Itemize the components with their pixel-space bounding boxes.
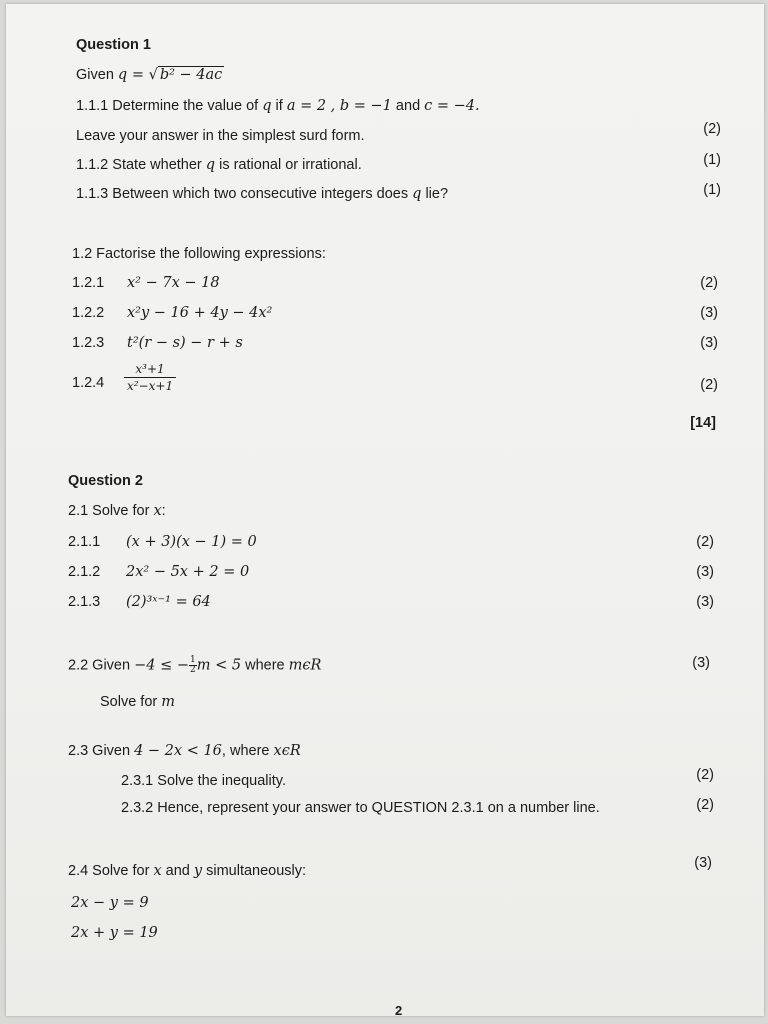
q111-var: q: [262, 98, 272, 114]
q24-equation-2: 2x + y = 19: [71, 925, 158, 941]
q122-number: 1.2.2: [72, 305, 105, 321]
q24-and: and: [161, 863, 194, 879]
q22-left: −4 ≤ −: [134, 657, 189, 674]
q111-values: a = 2 , b = −1: [286, 98, 392, 114]
q24-tail: simultaneously:: [202, 863, 307, 879]
q112-marks: (1): [703, 152, 721, 168]
q21-heading-text: 2.1 Solve for: [68, 503, 154, 519]
q22-fraction-num: 1: [190, 655, 196, 665]
q232-marks: (2): [696, 797, 714, 813]
given-q-line: [76, 66, 224, 84]
q24-line: [68, 862, 306, 880]
q22-line: [68, 656, 321, 675]
q111-text: 1.1.1 Determine the value of: [76, 98, 263, 114]
q212-number: 2.1.2: [68, 564, 101, 580]
q124-numerator: x³+1: [124, 362, 176, 378]
q123-expression: t²(r − s) − r + s: [127, 335, 243, 351]
q111-cond: if: [271, 98, 287, 114]
q211-marks: (2): [696, 534, 714, 550]
q22-fraction-den: 2: [190, 665, 196, 675]
given-prefix: Given: [76, 67, 118, 83]
q112-tail: is rational or irrational.: [215, 157, 362, 173]
q23-where: , where: [221, 743, 274, 759]
q113-marks: (1): [703, 182, 721, 198]
q23-expression: 4 − 2x < 16: [134, 743, 222, 759]
q24-x: x: [153, 863, 162, 879]
q22-prefix: 2.2 Given: [68, 657, 135, 674]
q112-text: 1.1.2 State whether: [76, 157, 206, 173]
q111-line: [76, 97, 480, 115]
q213-marks: (3): [696, 594, 714, 610]
q22-solve-text: Solve for: [100, 694, 162, 710]
q124-denominator: x²−x+1: [127, 379, 174, 393]
q24-y: y: [193, 863, 203, 879]
q121-marks: (2): [700, 275, 718, 291]
exam-page: [6, 4, 764, 1016]
given-expr-lhs: q = √: [117, 67, 158, 83]
given-expr-radicand: b² − 4ac: [159, 67, 223, 83]
q113-tail: lie?: [421, 186, 449, 202]
q213-number: 2.1.3: [68, 594, 101, 610]
q112-var: q: [205, 157, 216, 173]
q22-solve-var: m: [161, 694, 175, 710]
q22-where: where: [241, 657, 289, 674]
q23-set: xϵR: [273, 743, 301, 759]
q22-marks: (3): [692, 655, 710, 671]
q112-line: [76, 156, 362, 174]
q122-marks: (3): [700, 305, 718, 321]
q22-solve-line: [100, 693, 175, 711]
q24-equation-1: 2x − y = 9: [71, 895, 149, 911]
q111-c-value: c = −4.: [424, 98, 480, 114]
q23-prefix: 2.3 Given: [68, 743, 135, 759]
q124-marks: (2): [700, 377, 718, 393]
q122-expression: x²y − 16 + 4y − 4x²: [127, 305, 273, 321]
q22-right: m < 5: [196, 657, 242, 674]
q123-marks: (3): [700, 335, 718, 351]
page-number: 2: [395, 1003, 403, 1018]
q231-marks: (2): [696, 767, 714, 783]
q211-expression: (x + 3)(x − 1) = 0: [126, 534, 257, 550]
q1-total-marks: [14]: [690, 415, 716, 431]
q212-marks: (3): [696, 564, 714, 580]
q111-marks: (2): [703, 121, 721, 137]
q113-text: 1.1.3 Between which two consecutive integers does: [76, 186, 413, 202]
q24-prefix: 2.4 Solve for: [68, 863, 154, 879]
q231-line: 2.3.1 Solve the inequality.: [121, 773, 286, 789]
q113-line: [76, 185, 448, 203]
q111-line2: Leave your answer in the simplest surd form.: [76, 128, 365, 144]
question-1-heading: Question 1: [76, 37, 151, 53]
q232-line: 2.3.2 Hence, represent your answer to QUESTION 2.3.1 on a number line.: [121, 800, 600, 816]
q111-and: and: [391, 98, 425, 114]
q113-var: q: [412, 186, 422, 202]
q121-number: 1.2.1: [72, 275, 105, 291]
q124-number: 1.2.4: [72, 375, 105, 391]
q22-fraction: [189, 656, 197, 675]
q211-number: 2.1.1: [68, 534, 101, 550]
q123-number: 1.2.3: [72, 335, 105, 351]
q24-marks: (3): [694, 855, 712, 871]
q21-colon: :: [161, 503, 166, 519]
q23-line: [68, 742, 301, 760]
q21-var: x: [153, 503, 162, 519]
q213-expression: (2)³ˣ⁻¹ = 64: [126, 594, 211, 610]
question-2-heading: Question 2: [68, 473, 143, 489]
q121-expression: x² − 7x − 18: [127, 275, 220, 291]
q21-heading: [68, 502, 166, 520]
q12-heading: 1.2 Factorise the following expressions:: [72, 246, 326, 262]
q22-set: mϵR: [288, 657, 322, 674]
q212-expression: 2x² − 5x + 2 = 0: [126, 564, 250, 580]
q124-fraction: [124, 362, 176, 393]
